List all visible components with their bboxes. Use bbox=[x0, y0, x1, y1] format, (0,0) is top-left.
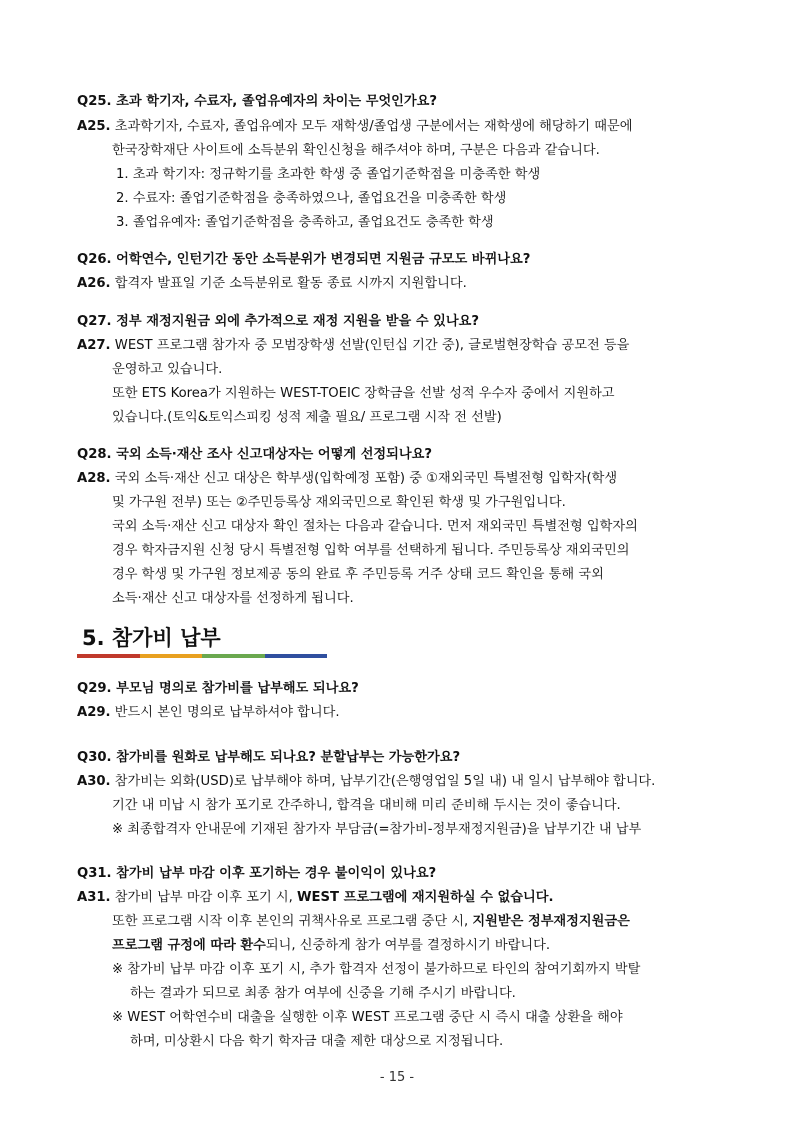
section-heading: 5. 참가비 납부 bbox=[82, 626, 221, 650]
answer-25-item-1: 1. 초과 학기자: 정규학기를 초과한 학생 중 졸업기준학점을 미충족한 학생 bbox=[116, 167, 541, 182]
answer-27-line-2: 운영하고 있습니다. bbox=[112, 362, 223, 377]
answer-31-note-2a: ※ WEST 어학연수비 대출을 실행한 이후 WEST 프로그램 중단 시 즉시 대출 상환을 해야 bbox=[112, 1010, 623, 1025]
answer-29-label: A29. bbox=[77, 705, 111, 720]
answer-31-line-2: 또한 프로그램 시작 이후 본인의 귀책사유로 프로그램 중단 시, 지원받은 정부재정지원금은 bbox=[112, 914, 630, 929]
answer-30-line-1: A30. 참가비는 외화(USD)로 납부해야 하며, 납부기간(은행영업일 5일 내) 내 일시 납부해야 합니다. bbox=[77, 774, 656, 789]
question-26: Q26. 어학연수, 인턴기간 동안 소득분위가 변경되면 지원금 규모도 바뀌나요? bbox=[77, 252, 531, 267]
answer-25-item-2: 2. 수료자: 졸업기준학점을 충족하였으나, 졸업요건을 미충족한 학생 bbox=[116, 191, 507, 206]
rule-segment-red bbox=[77, 654, 140, 658]
question-29: Q29. 부모님 명의로 참가비를 납부해도 되나요? bbox=[77, 681, 359, 696]
rule-segment-green bbox=[202, 654, 265, 658]
answer-31-line-1: A31. 참가비 납부 마감 이후 포기 시, WEST 프로그램에 재지원하실 수 없습니다. bbox=[77, 890, 554, 905]
answer-31-note-1a: ※ 참가비 납부 마감 이후 포기 시, 추가 합격자 선정이 불가하므로 타인의 참여기회까지 박탈 bbox=[112, 962, 641, 977]
answer-30-label: A30. bbox=[77, 774, 111, 789]
question-31: Q31. 참가비 납부 마감 이후 포기하는 경우 불이익이 있나요? bbox=[77, 866, 437, 881]
question-25: Q25. 초과 학기자, 수료자, 졸업유예자의 차이는 무엇인가요? bbox=[77, 94, 438, 109]
answer-28-line-4: 경우 학자금지원 신청 당시 특별전형 입학 여부를 선택하게 됩니다. 주민등록상 재외국민의 bbox=[112, 543, 630, 558]
answer-31-note-1b: 하는 결과가 되므로 최종 참가 여부에 신중을 기해 주시기 바랍니다. bbox=[130, 986, 516, 1001]
question-28: Q28. 국외 소득·재산 조사 신고대상자는 어떻게 선정되나요? bbox=[77, 447, 433, 462]
answer-26-label: A26. bbox=[77, 276, 111, 291]
answer-25-line-1: A25. 초과학기자, 수료자, 졸업유예자 모두 재학생/졸업생 구분에서는 재학생에 해당하기 때문에 bbox=[77, 119, 633, 134]
answer-27-line-1: A27. WEST 프로그램 참가자 중 모범장학생 선발(인턴십 기간 중), 글로벌현장학습 공모전 등을 bbox=[77, 338, 630, 353]
answer-31-label: A31. bbox=[77, 890, 111, 905]
answer-28-line-3: 국외 소득·재산 신고 대상자 확인 절차는 다음과 같습니다. 먼저 재외국민 특별전형 입학자의 bbox=[112, 519, 638, 534]
answer-27-line-4: 있습니다.(토익&토익스피킹 성적 제출 필요/ 프로그램 시작 전 선발) bbox=[112, 410, 502, 425]
answer-25-line-2: 한국장학재단 사이트에 소득분위 확인신청을 해주셔야 하며, 구분은 다음과 같습니다. bbox=[112, 143, 600, 158]
answer-28-line-6: 소득·재산 신고 대상자를 선정하게 됩니다. bbox=[112, 591, 354, 606]
rule-segment-orange bbox=[140, 654, 203, 658]
answer-31-note-2b: 하며, 미상환시 다음 학기 학자금 대출 제한 대상으로 지정됩니다. bbox=[130, 1034, 504, 1049]
question-30: Q30. 참가비를 원화로 납부해도 되나요? 분할납부는 가능한가요? bbox=[77, 750, 461, 765]
section-color-rule bbox=[77, 654, 327, 658]
answer-27-label: A27. bbox=[77, 338, 111, 353]
answer-28-line-2: 및 가구원 전부) 또는 ②주민등록상 재외국민으로 확인된 학생 및 가구원입니다. bbox=[112, 495, 566, 510]
page-number: - 15 - bbox=[379, 1070, 415, 1085]
answer-29-line-1: A29. 반드시 본인 명의로 납부하셔야 합니다. bbox=[77, 705, 340, 720]
answer-25-item-3: 3. 졸업유예자: 졸업기준학점을 충족하고, 졸업요건도 충족한 학생 bbox=[116, 215, 494, 230]
answer-27-line-3: 또한 ETS Korea가 지원하는 WEST-TOEIC 장학금을 선발 성적 우수자 중에서 지원하고 bbox=[112, 386, 615, 401]
question-27: Q27. 정부 재정지원금 외에 추가적으로 재정 지원을 받을 수 있나요? bbox=[77, 314, 480, 329]
answer-28-line-5: 경우 학생 및 가구원 정보제공 동의 완료 후 주민등록 거주 상태 코드 확인을 통해 국외 bbox=[112, 567, 604, 582]
rule-segment-blue bbox=[265, 654, 328, 658]
answer-31-line-3: 프로그램 규정에 따라 환수되니, 신중하게 참가 여부를 결정하시기 바랍니다. bbox=[112, 938, 551, 953]
answer-30-note: ※ 최종합격자 안내문에 기재된 참가자 부담금(=참가비-정부재정지원금)을 납부기간 내 납부 bbox=[112, 822, 642, 837]
answer-30-line-2: 기간 내 미납 시 참가 포기로 간주하니, 합격을 대비해 미리 준비해 두시는 것이 좋습니다. bbox=[112, 798, 621, 813]
answer-28-line-1: A28. 국외 소득·재산 신고 대상은 학부생(입학예정 포함) 중 ①재외국민 특별전형 입학자(학생 bbox=[77, 471, 618, 486]
answer-25-label: A25. bbox=[77, 119, 111, 134]
answer-26-line-1: A26. 합격자 발표일 기준 소득분위로 활동 종료 시까지 지원합니다. bbox=[77, 276, 467, 291]
answer-28-label: A28. bbox=[77, 471, 111, 486]
